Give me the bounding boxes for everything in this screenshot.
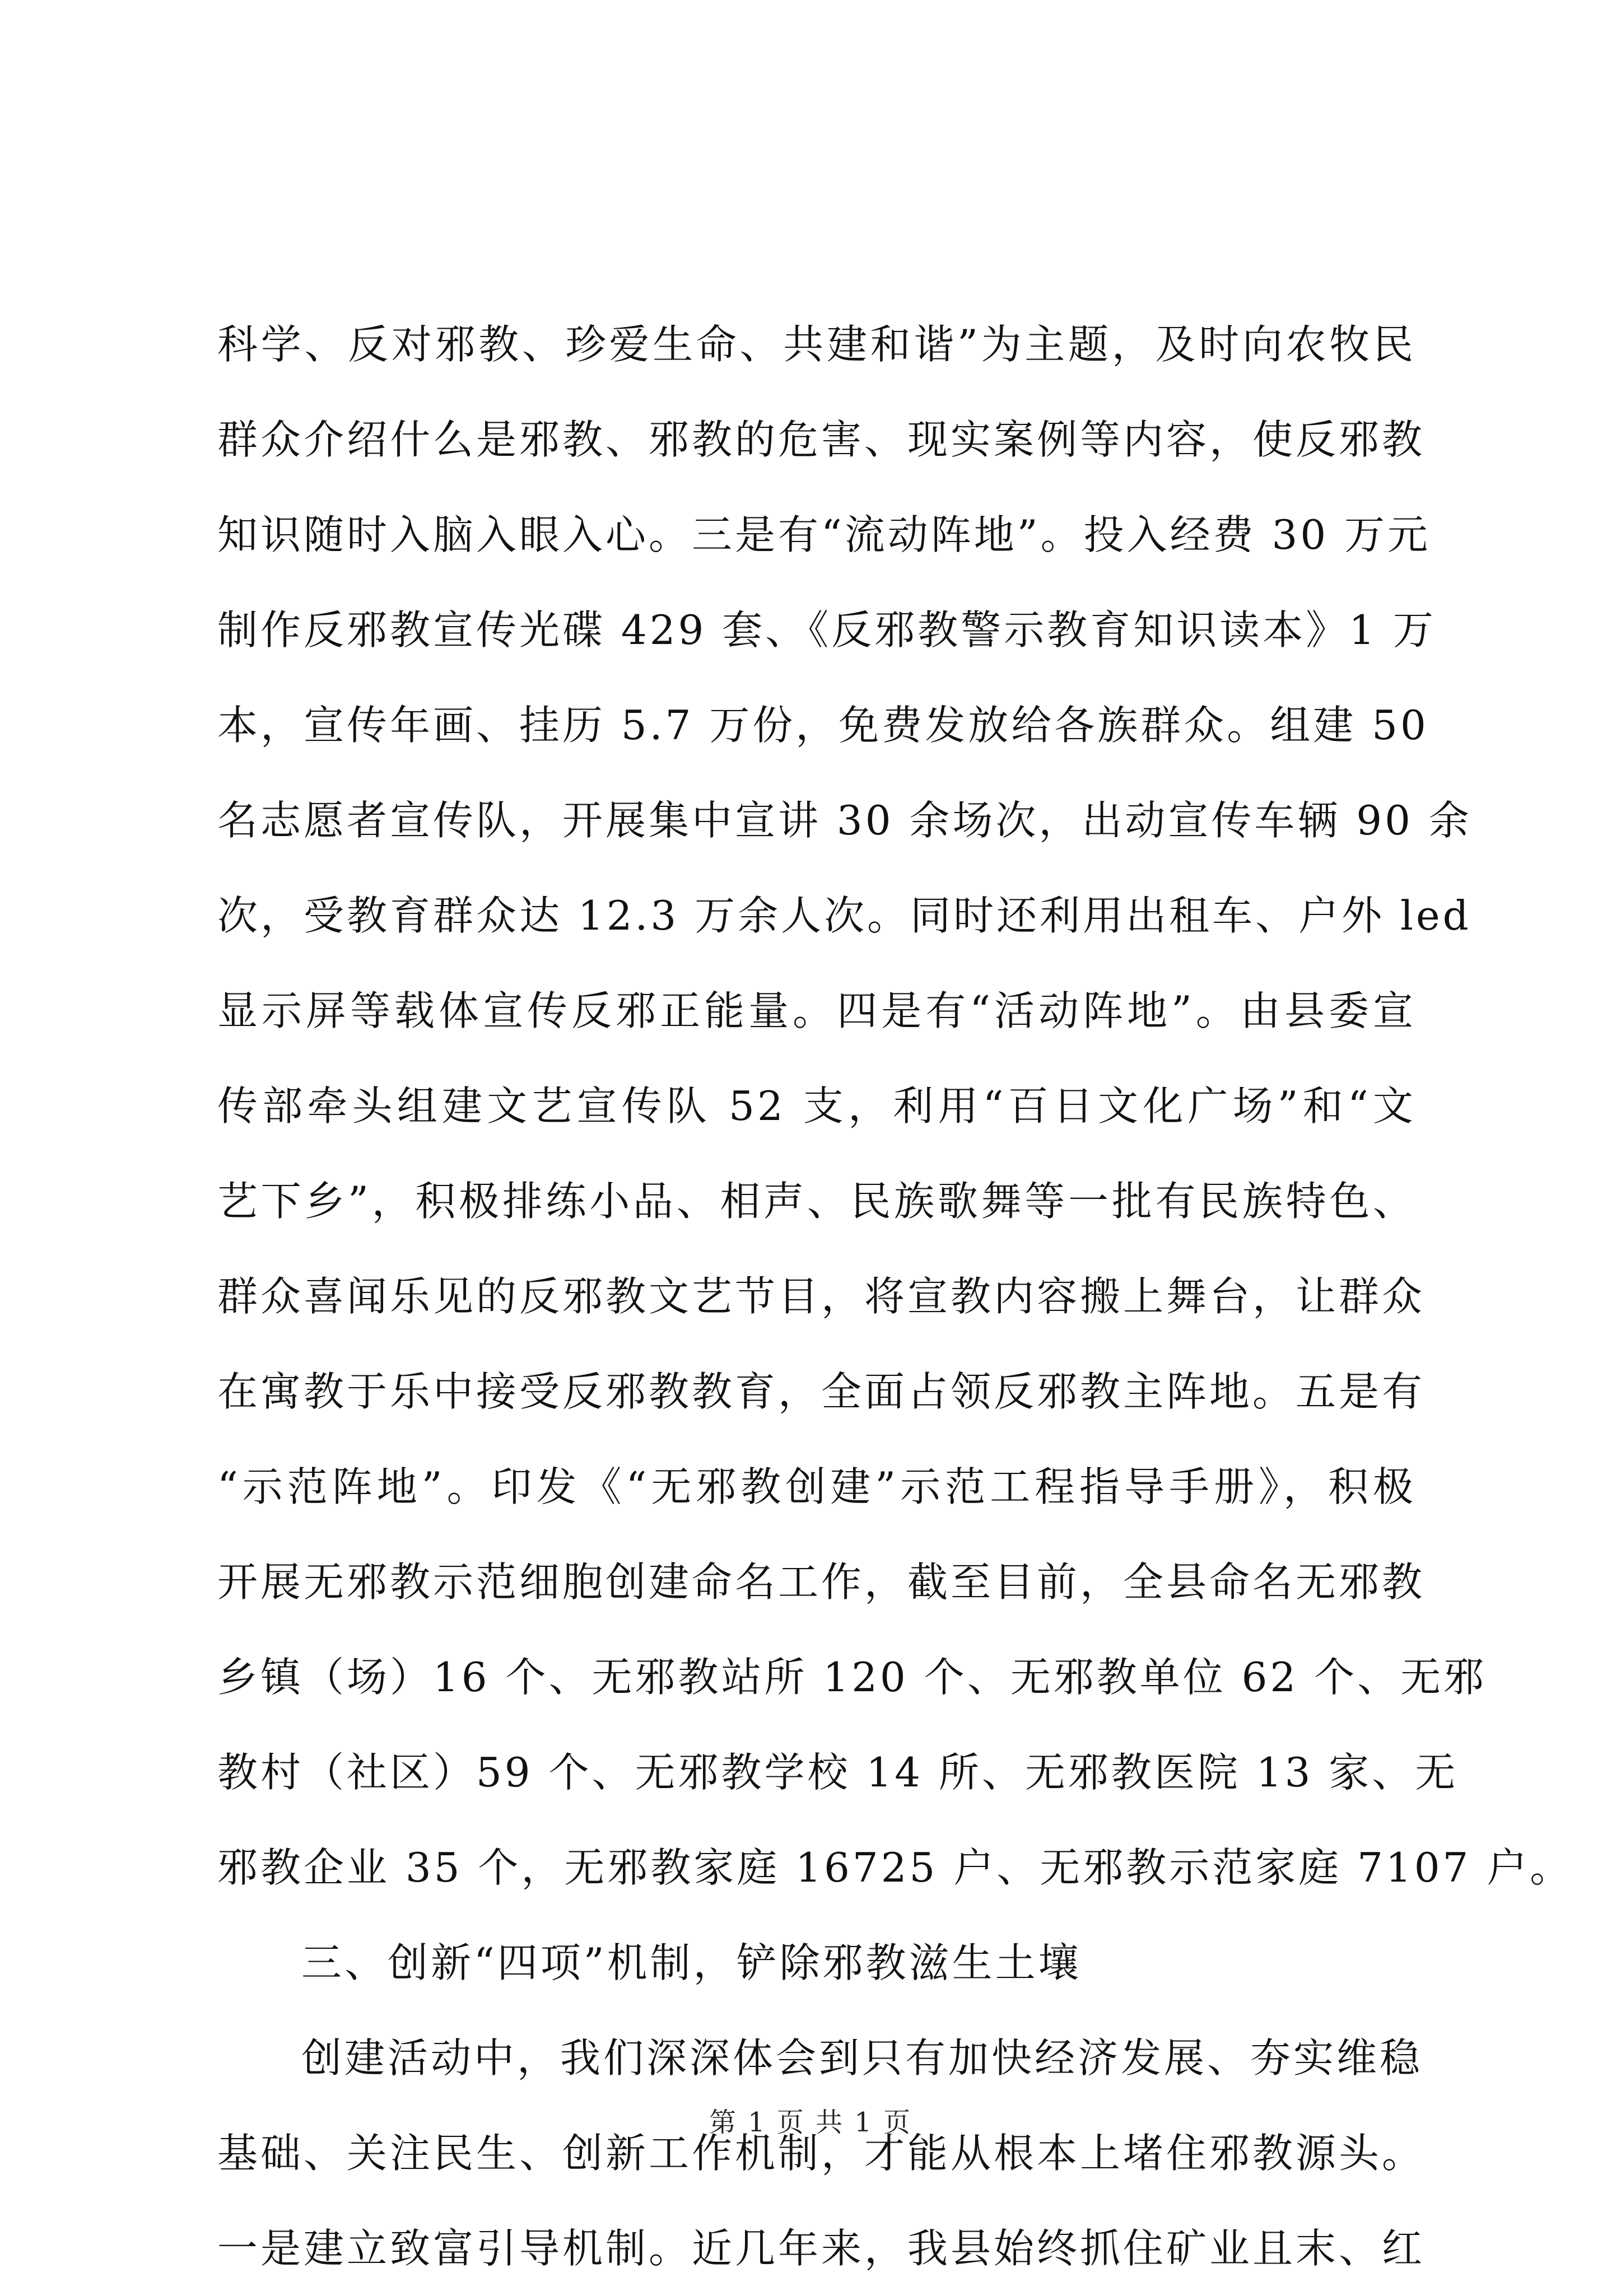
- paragraph-line: 教村（社区）59 个、无邪教学校 14 所、无邪教医院 13 家、无: [217, 1749, 1459, 1796]
- paragraph-line: “示范阵地”。印发《“无邪教创建”示范工程指导手册》，积极: [217, 1463, 1416, 1510]
- paragraph-line: 次，受教育群众达 12.3 万余人次。同时还利用出租车、户外 led: [217, 892, 1471, 939]
- paragraph-line: 科学、反对邪教、珍爱生命、共建和谐”为主题，及时向农牧民: [217, 321, 1416, 368]
- paragraph-line: 一是建立致富引导机制。近几年来，我县始终抓住矿业且末、红: [217, 2225, 1426, 2272]
- paragraph-line: 知识随时入脑入眼入心。三是有“流动阵地”。投入经费 30 万元: [217, 511, 1431, 558]
- paragraph-line: 群众介绍什么是邪教、邪教的危害、现实案例等内容，使反邪教: [217, 416, 1426, 463]
- paragraph-line: 创建活动中，我们深深体会到只有加快经济发展、夯实维稳: [301, 2034, 1423, 2082]
- paragraph-line: 在寓教于乐中接受反邪教教育，全面占领反邪教主阵地。五是有: [217, 1368, 1426, 1415]
- paragraph-line: 制作反邪教宣传光碟 429 套、《反邪教警示教育知识读本》1 万: [217, 606, 1436, 654]
- paragraph-line: 乡镇（场）16 个、无邪教站所 120 个、无邪教单位 62 个、无邪: [217, 1654, 1487, 1701]
- paragraph-line: 基础、关注民生、创新工作机制，才能从根本上堵住邪教源头。: [217, 2130, 1426, 2177]
- paragraph-line: 传部牵头组建文艺宣传队 52 支，利用“百日文化广场”和“文: [217, 1082, 1416, 1130]
- paragraph-line: 群众喜闻乐见的反邪教文艺节目，将宣教内容搬上舞台，让群众: [217, 1273, 1426, 1320]
- paragraph-line: 名志愿者宣传队，开展集中宣讲 30 余场次，出动宣传车辆 90 余: [217, 797, 1472, 844]
- paragraph-line: 本，宣传年画、挂历 5.7 万份，免费发放给各族群众。组建 50: [217, 702, 1429, 749]
- paragraph-line: 邪教企业 35 个，无邪教家庭 16725 户、无邪教示范家庭 7107 户。: [217, 1844, 1573, 1891]
- paragraph-line: 艺下乡”，积极排练小品、相声、民族歌舞等一批有民族特色、: [217, 1178, 1416, 1225]
- document-body: [217, 297, 1573, 2296]
- paragraph-line: 显示屏等载体宣传反邪正能量。四是有“活动阵地”。由县委宣: [217, 987, 1416, 1034]
- section-heading: 三、创新“四项”机制，铲除邪教滋生土壤: [301, 1939, 1082, 1986]
- page-number-footer: 第 1 页 共 1 页: [709, 2107, 912, 2138]
- paragraph-line: 开展无邪教示范细胞创建命名工作，截至目前，全县命名无邪教: [217, 1558, 1426, 1606]
